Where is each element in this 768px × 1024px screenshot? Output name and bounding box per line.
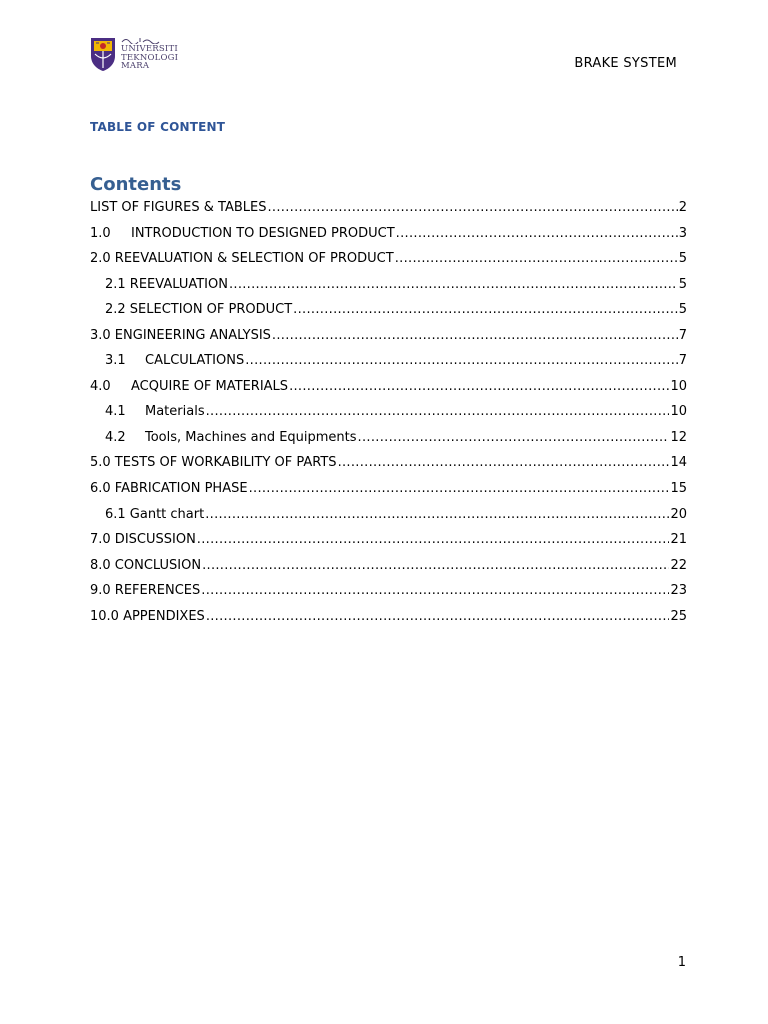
toc-entry-page: 10 xyxy=(670,404,687,420)
toc-entry[interactable] xyxy=(90,275,687,301)
toc-leader-dots xyxy=(249,479,670,498)
logo-line-2: TEKNOLOGI xyxy=(121,52,179,63)
toc-entry-page: 7 xyxy=(678,327,687,343)
toc-leader-dots xyxy=(202,556,669,575)
toc-entry-text: 9.0 REFERENCES xyxy=(90,583,201,599)
toc-entry[interactable] xyxy=(90,428,687,454)
toc-entry-text: Materials xyxy=(145,404,205,420)
toc-entry-text: 6.1 Gantt chart xyxy=(105,506,205,522)
logo-line-3: MARA xyxy=(121,61,150,72)
page-number: 1 xyxy=(677,955,686,970)
toc-entry[interactable] xyxy=(90,556,687,582)
toc-entry-number: 1.0 xyxy=(90,225,111,241)
university-crest-icon xyxy=(89,36,117,72)
toc-entry-text: 2.1 REEVALUATION xyxy=(105,276,228,292)
table-of-contents xyxy=(90,198,687,632)
toc-leader-dots xyxy=(289,377,669,396)
toc-leader-dots xyxy=(338,453,670,472)
toc-entry[interactable] xyxy=(90,377,687,403)
toc-entry-text: 6.0 FABRICATION PHASE xyxy=(90,481,248,497)
toc-entry-text: 7.0 DISCUSSION xyxy=(90,532,196,548)
toc-entry-page: 2 xyxy=(678,200,687,215)
toc-entry-number: 4.2 xyxy=(105,429,126,445)
toc-entry[interactable] xyxy=(90,224,687,250)
toc-leader-dots xyxy=(395,249,678,268)
toc-entry-page: 22 xyxy=(670,557,687,573)
toc-entry-page: 21 xyxy=(670,532,687,548)
toc-leader-dots xyxy=(197,530,670,549)
jawi-script-mark xyxy=(121,36,161,44)
toc-entry-page: 23 xyxy=(670,583,687,599)
document-header-title: BRAKE SYSTEM xyxy=(574,56,677,71)
contents-heading: Contents xyxy=(90,174,182,195)
toc-entry[interactable] xyxy=(90,249,687,275)
toc-leader-dots xyxy=(229,275,678,294)
toc-entry-page: 3 xyxy=(678,225,687,241)
toc-entry-text: 10.0 APPENDIXES xyxy=(90,608,205,624)
toc-leader-dots xyxy=(358,428,670,447)
toc-leader-dots xyxy=(206,607,670,626)
logo-line-1: UNIVERSITI xyxy=(121,44,178,54)
toc-entry[interactable] xyxy=(90,326,687,352)
toc-entry-page: 10 xyxy=(670,378,687,394)
university-logo xyxy=(89,36,179,74)
toc-entry-text: 2.0 REEVALUATION & SELECTION OF PRODUCT xyxy=(90,251,394,267)
toc-entry-text: INTRODUCTION TO DESIGNED PRODUCT xyxy=(131,225,395,241)
toc-heading: TABLE OF CONTENT xyxy=(90,120,226,134)
toc-entry[interactable] xyxy=(90,607,687,633)
toc-entry-page: 20 xyxy=(670,506,687,522)
toc-entry-page: 7 xyxy=(678,353,687,369)
toc-leader-dots xyxy=(245,351,678,370)
toc-entry[interactable] xyxy=(90,581,687,607)
toc-entry-number: 3.1 xyxy=(105,353,126,369)
toc-entry-page: 5 xyxy=(678,302,687,318)
toc-entry-text: ACQUIRE OF MATERIALS xyxy=(131,378,289,394)
toc-entry-page: 5 xyxy=(678,276,687,292)
toc-entry[interactable] xyxy=(90,402,687,428)
toc-leader-dots xyxy=(268,198,678,217)
toc-entry-page: 12 xyxy=(670,429,687,445)
toc-entry-text: Tools, Machines and Equipments xyxy=(145,429,357,445)
logo-wordmark xyxy=(121,36,178,71)
toc-leader-dots xyxy=(205,505,669,524)
toc-entry-text: 3.0 ENGINEERING ANALYSIS xyxy=(90,327,271,343)
toc-leader-dots xyxy=(206,402,670,421)
toc-entry-page: 5 xyxy=(678,251,687,267)
toc-entry-text: 5.0 TESTS OF WORKABILITY OF PARTS xyxy=(90,455,337,471)
toc-entry[interactable] xyxy=(90,300,687,326)
toc-entry[interactable] xyxy=(90,453,687,479)
toc-leader-dots xyxy=(293,300,678,319)
toc-entry-number: 4.0 xyxy=(90,378,111,394)
toc-entry-text: CALCULATIONS xyxy=(145,353,245,369)
toc-entry-number: 4.1 xyxy=(105,404,126,420)
toc-leader-dots xyxy=(396,224,678,243)
toc-entry-page: 25 xyxy=(670,608,687,624)
toc-entry[interactable] xyxy=(90,198,687,224)
toc-entry[interactable] xyxy=(90,351,687,377)
toc-entry-page: 14 xyxy=(670,455,687,471)
toc-entry[interactable] xyxy=(90,479,687,505)
toc-entry-text: 8.0 CONCLUSION xyxy=(90,557,202,573)
toc-entry-text: LIST OF FIGURES & TABLES xyxy=(90,200,267,215)
toc-entry[interactable] xyxy=(90,530,687,556)
toc-leader-dots xyxy=(272,326,678,345)
toc-entry-page: 15 xyxy=(670,481,687,497)
toc-entry-text: 2.2 SELECTION OF PRODUCT xyxy=(105,302,293,318)
toc-entry[interactable] xyxy=(90,505,687,531)
toc-leader-dots xyxy=(201,581,669,600)
